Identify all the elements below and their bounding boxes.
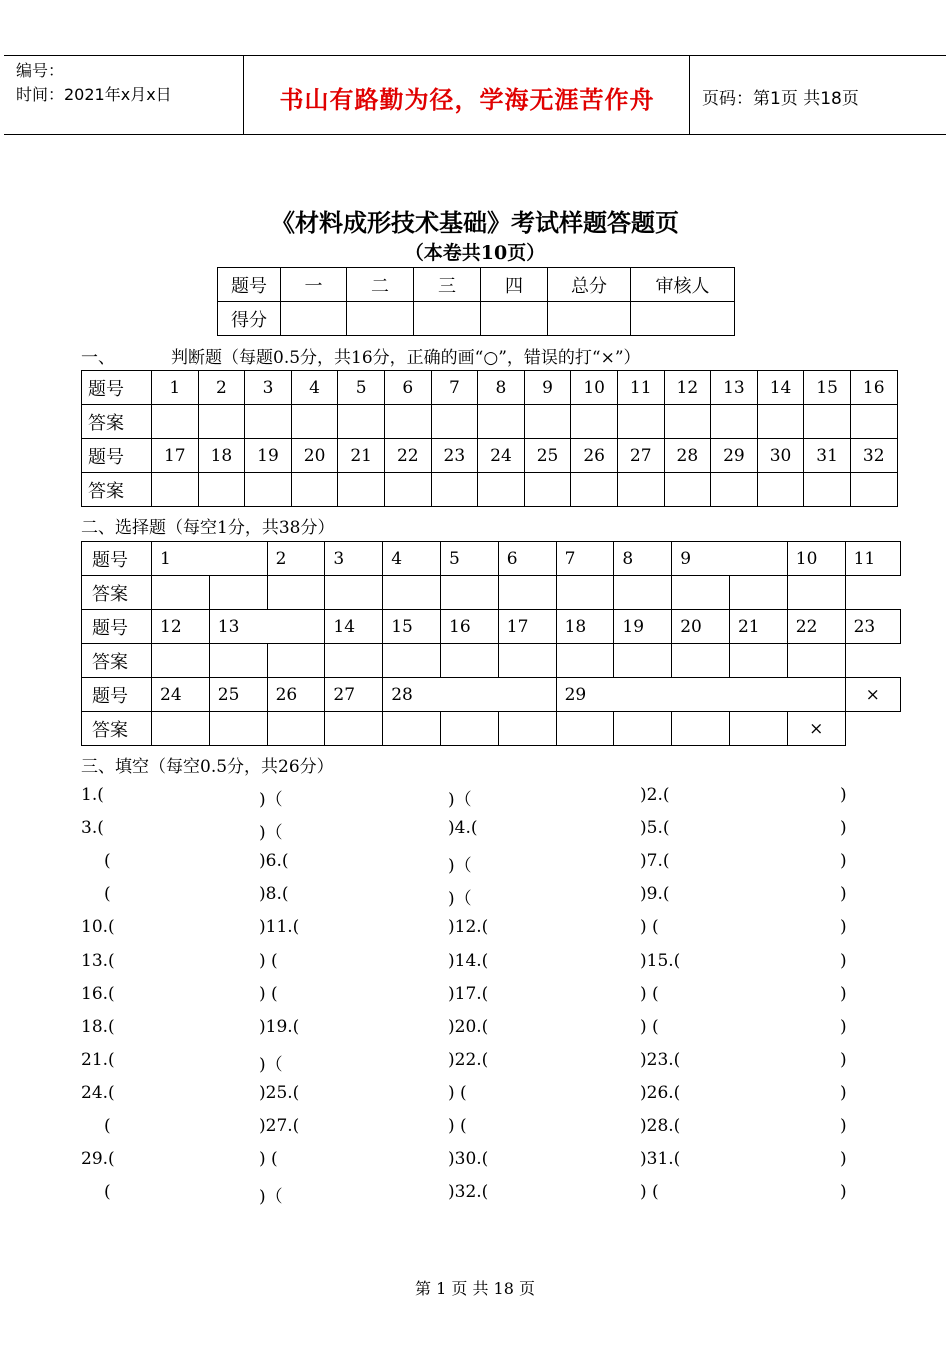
answer-cell[interactable] xyxy=(291,473,338,507)
section1-title: 判断题（每题0.5分，共16分，正确的画“○”，错误的打“×”） xyxy=(171,348,641,368)
question-number: 2 xyxy=(198,371,245,405)
answer-cell[interactable] xyxy=(729,644,787,678)
blank-marker: ) xyxy=(840,884,847,905)
answer-cell[interactable] xyxy=(664,405,711,439)
blank-marker: )8.( xyxy=(259,884,289,905)
question-number: 30 xyxy=(757,439,804,473)
answer-cell[interactable] xyxy=(384,473,431,507)
answer-cell[interactable] xyxy=(325,712,383,746)
answer-cell[interactable] xyxy=(152,712,210,746)
question-number: 28 xyxy=(664,439,711,473)
answer-cell[interactable] xyxy=(711,473,758,507)
table-row xyxy=(82,405,898,439)
answer-cell[interactable] xyxy=(338,473,385,507)
fill-in-row xyxy=(0,951,950,981)
question-number: 10 xyxy=(571,371,618,405)
blank-marker: )32.( xyxy=(448,1182,489,1203)
answer-cell[interactable] xyxy=(441,576,499,610)
blank-marker: ) xyxy=(840,1182,847,1203)
question-number: 21 xyxy=(729,610,787,644)
blank-marker: ) xyxy=(840,1116,847,1136)
question-number: 5 xyxy=(441,542,499,576)
question-number: 20 xyxy=(291,439,338,473)
cross-mark: × xyxy=(845,678,900,712)
blank-marker: )2.( xyxy=(640,785,670,805)
answer-cell[interactable] xyxy=(441,712,499,746)
answer-cell[interactable] xyxy=(672,576,730,610)
blank-marker: ) ( xyxy=(448,1082,467,1103)
blank-marker: )6.( xyxy=(259,851,289,872)
header-divider xyxy=(689,56,690,134)
blank-marker: 13.( xyxy=(81,950,115,971)
answer-cell[interactable] xyxy=(478,473,525,507)
blank-marker: 24.( xyxy=(81,1082,115,1103)
blank-marker: )17.( xyxy=(448,983,489,1004)
score-header-cell: 审核人 xyxy=(631,268,735,302)
section2-heading: 二、选择题（每空1分，共38分） xyxy=(81,518,335,538)
blank-marker: ) xyxy=(840,818,847,839)
blank-marker: ) ( xyxy=(640,1182,659,1203)
question-number: 31 xyxy=(804,439,851,473)
answer-cell[interactable] xyxy=(384,405,431,439)
score-header-cell: 一 xyxy=(281,268,347,302)
answer-cell[interactable] xyxy=(209,712,267,746)
question-number: 6 xyxy=(384,371,431,405)
answer-cell[interactable] xyxy=(245,405,292,439)
fill-in-row xyxy=(0,1017,950,1047)
answer-cell[interactable] xyxy=(291,405,338,439)
question-label: 题号 xyxy=(82,439,152,473)
page-indicator: 页码：第1页 共18页 xyxy=(702,89,859,109)
answer-cell[interactable] xyxy=(571,473,618,507)
header-meta xyxy=(16,59,172,107)
multiple-choice-table xyxy=(81,541,901,746)
answer-cell[interactable] xyxy=(711,405,758,439)
blank-marker: )15.( xyxy=(640,950,681,971)
answer-cell[interactable] xyxy=(498,576,556,610)
answer-cell[interactable] xyxy=(729,712,787,746)
question-number: 2 xyxy=(267,542,325,576)
question-number: 11 xyxy=(617,371,664,405)
answer-cell[interactable] xyxy=(556,712,614,746)
blank-marker: 10.( xyxy=(81,917,115,938)
score-cell xyxy=(281,302,347,336)
answer-cell[interactable] xyxy=(524,405,571,439)
answer-label: 答案 xyxy=(82,473,152,507)
blank-marker: 21.( xyxy=(81,1049,115,1070)
cross-mark: × xyxy=(787,712,845,746)
question-number: 12 xyxy=(664,371,711,405)
answer-cell[interactable] xyxy=(152,576,210,610)
question-number: 3 xyxy=(325,542,383,576)
question-number: 26 xyxy=(571,439,618,473)
blank-marker: )30.( xyxy=(448,1149,489,1170)
question-number: 7 xyxy=(556,542,614,576)
blank-marker: 1.( xyxy=(81,785,104,805)
question-label: 题号 xyxy=(82,610,152,644)
question-number: 18 xyxy=(556,610,614,644)
blank-marker: ) ( xyxy=(640,1016,659,1037)
answer-cell[interactable] xyxy=(325,576,383,610)
table-row xyxy=(82,610,901,644)
fill-in-row xyxy=(0,1083,950,1113)
question-number: 8 xyxy=(614,542,672,576)
blank-marker: )（ xyxy=(448,889,472,910)
table-row xyxy=(82,576,901,610)
answer-cell[interactable] xyxy=(850,405,897,439)
answer-cell[interactable] xyxy=(431,473,478,507)
blank-marker: ) xyxy=(840,917,847,938)
answer-label: 答案 xyxy=(82,644,152,678)
score-header-cell: 二 xyxy=(347,268,414,302)
question-number: 24 xyxy=(478,439,525,473)
blank-marker: )4.( xyxy=(448,818,478,839)
answer-cell[interactable] xyxy=(245,473,292,507)
table-row xyxy=(218,302,735,336)
question-number: 4 xyxy=(383,542,441,576)
question-number: 22 xyxy=(787,610,845,644)
answer-cell[interactable] xyxy=(198,473,245,507)
blank-marker: ) xyxy=(840,851,847,872)
question-number: 3 xyxy=(245,371,292,405)
fill-in-row xyxy=(0,1149,950,1179)
answer-cell[interactable] xyxy=(787,576,845,610)
question-number: 12 xyxy=(152,610,210,644)
question-number: 17 xyxy=(498,610,556,644)
question-number: 27 xyxy=(617,439,664,473)
blank-marker: )（ xyxy=(448,856,472,877)
blank-marker: ) xyxy=(840,1049,847,1070)
fill-in-row xyxy=(0,984,950,1014)
score-header-cell: 四 xyxy=(481,268,548,302)
answer-cell[interactable] xyxy=(524,473,571,507)
question-number: 13 xyxy=(209,610,325,644)
table-row xyxy=(82,712,901,746)
blank-marker: )26.( xyxy=(640,1082,681,1103)
question-number: 22 xyxy=(384,439,431,473)
answer-cell[interactable] xyxy=(209,644,267,678)
answer-cell[interactable] xyxy=(498,644,556,678)
question-number: 10 xyxy=(787,542,845,576)
blank-marker: ) ( xyxy=(259,950,278,971)
fill-in-row xyxy=(0,851,950,881)
answer-cell[interactable] xyxy=(757,405,804,439)
score-cell xyxy=(548,302,631,336)
question-number: 23 xyxy=(845,610,900,644)
table-row xyxy=(82,371,898,405)
score-header-cell: 三 xyxy=(414,268,481,302)
motto: 书山有路勤为径，学海无涯苦作舟 xyxy=(279,86,655,114)
blank-marker: )（ xyxy=(259,1054,283,1075)
answer-cell[interactable] xyxy=(729,576,787,610)
answer-cell[interactable] xyxy=(804,473,851,507)
question-label: 题号 xyxy=(82,542,152,576)
answer-label: 答案 xyxy=(82,712,152,746)
document-subtitle: （本卷共10页） xyxy=(404,242,546,264)
blank-marker: )31.( xyxy=(640,1149,681,1170)
answer-cell[interactable] xyxy=(267,644,325,678)
question-number: 1 xyxy=(152,542,268,576)
question-number: 19 xyxy=(614,610,672,644)
table-row xyxy=(218,268,735,302)
answer-label: 答案 xyxy=(82,405,152,439)
question-number: 16 xyxy=(441,610,499,644)
answer-label: 答案 xyxy=(82,576,152,610)
blank-marker: )9.( xyxy=(640,884,670,905)
question-number: 19 xyxy=(245,439,292,473)
question-number: 29 xyxy=(711,439,758,473)
score-row-label: 得分 xyxy=(218,302,281,336)
blank-marker: )20.( xyxy=(448,1016,489,1037)
question-number: 21 xyxy=(338,439,385,473)
table-row xyxy=(82,542,901,576)
question-number: 24 xyxy=(152,678,210,712)
blank-marker: )12.( xyxy=(448,917,489,938)
blank-marker: ) xyxy=(840,983,847,1004)
time-label: 时间：2021年x月x日 xyxy=(16,85,172,104)
question-label: 题号 xyxy=(82,371,152,405)
answer-cell[interactable] xyxy=(787,644,845,678)
answer-cell[interactable] xyxy=(152,644,210,678)
question-number: 25 xyxy=(209,678,267,712)
answer-cell[interactable] xyxy=(664,473,711,507)
answer-cell[interactable] xyxy=(267,576,325,610)
answer-cell[interactable] xyxy=(383,712,441,746)
document-title: 《材料成形技术基础》考试样题答题页 xyxy=(271,208,679,237)
blank-marker: )14.( xyxy=(448,950,489,971)
question-number: 20 xyxy=(672,610,730,644)
answer-cell[interactable] xyxy=(325,644,383,678)
answer-cell[interactable] xyxy=(617,405,664,439)
answer-cell[interactable] xyxy=(556,576,614,610)
answer-cell[interactable] xyxy=(431,405,478,439)
blank-marker: ) xyxy=(840,950,847,971)
answer-cell[interactable] xyxy=(614,712,672,746)
blank-marker: )23.( xyxy=(640,1049,681,1070)
blank-marker: 18.( xyxy=(81,1016,115,1037)
page-header xyxy=(4,55,946,135)
question-number: 28 xyxy=(383,678,556,712)
answer-cell[interactable] xyxy=(556,644,614,678)
answer-cell[interactable] xyxy=(571,405,618,439)
table-row xyxy=(82,678,901,712)
score-cell xyxy=(414,302,481,336)
answer-cell[interactable] xyxy=(152,405,199,439)
table-row xyxy=(82,473,898,507)
question-number: 13 xyxy=(711,371,758,405)
fill-in-row xyxy=(0,917,950,947)
score-header-cell: 题号 xyxy=(218,268,281,302)
blank-marker: ) ( xyxy=(259,983,278,1004)
blank-marker: )5.( xyxy=(640,818,670,839)
question-number: 14 xyxy=(757,371,804,405)
blank-marker: )19.( xyxy=(259,1016,300,1037)
answer-cell[interactable] xyxy=(804,405,851,439)
blank-marker: ) ( xyxy=(448,1116,467,1136)
question-number: 5 xyxy=(338,371,385,405)
answer-cell[interactable] xyxy=(209,576,267,610)
question-number: 26 xyxy=(267,678,325,712)
answer-cell[interactable] xyxy=(672,712,730,746)
question-number: 7 xyxy=(431,371,478,405)
answer-cell[interactable] xyxy=(441,644,499,678)
blank-marker: )7.( xyxy=(640,851,670,872)
blank-marker: ) ( xyxy=(640,917,659,938)
blank-marker: ( xyxy=(104,884,111,905)
question-label: 题号 xyxy=(82,678,152,712)
fill-in-row xyxy=(0,884,950,914)
question-number: 1 xyxy=(152,371,199,405)
score-table xyxy=(217,267,735,336)
blank-marker: )22.( xyxy=(448,1049,489,1070)
question-number: 27 xyxy=(325,678,383,712)
score-header-cell: 总分 xyxy=(548,268,631,302)
question-number: 18 xyxy=(198,439,245,473)
blank-marker: 29.( xyxy=(81,1149,115,1170)
question-number: 16 xyxy=(850,371,897,405)
blank-marker: )（ xyxy=(259,1187,283,1208)
question-number: 32 xyxy=(850,439,897,473)
blank-marker: )11.( xyxy=(259,917,300,938)
question-number: 15 xyxy=(804,371,851,405)
blank-marker: ) xyxy=(840,1082,847,1103)
question-number: 8 xyxy=(478,371,525,405)
section1-number: 一、 xyxy=(81,348,115,368)
section1-heading xyxy=(81,343,641,368)
question-number: 15 xyxy=(383,610,441,644)
answer-cell[interactable] xyxy=(617,473,664,507)
answer-cell[interactable] xyxy=(757,473,804,507)
answer-cell[interactable] xyxy=(478,405,525,439)
blank-marker: )27.( xyxy=(259,1116,300,1136)
section3-heading: 三、填空（每空0.5分，共26分） xyxy=(81,757,334,777)
answer-cell[interactable] xyxy=(850,473,897,507)
blank-marker: )（ xyxy=(259,823,283,844)
blank-marker: )25.( xyxy=(259,1082,300,1103)
answer-cell[interactable] xyxy=(267,712,325,746)
question-number: 9 xyxy=(672,542,788,576)
blank-marker: ) ( xyxy=(259,1149,278,1170)
blank-marker: )28.( xyxy=(640,1116,681,1136)
table-row xyxy=(82,439,898,473)
blank-marker: )（ xyxy=(259,790,283,810)
score-cell xyxy=(481,302,548,336)
answer-cell[interactable] xyxy=(383,644,441,678)
blank-marker: ) ( xyxy=(640,983,659,1004)
question-number: 29 xyxy=(556,678,845,712)
answer-cell[interactable] xyxy=(614,576,672,610)
fill-in-row xyxy=(0,1182,950,1212)
blank-marker: ( xyxy=(104,851,111,872)
score-cell xyxy=(347,302,414,336)
blank-marker: )（ xyxy=(448,790,472,810)
blank-marker: ( xyxy=(104,1182,111,1203)
fill-in-row xyxy=(0,818,950,848)
answer-cell[interactable] xyxy=(198,405,245,439)
question-number: 6 xyxy=(498,542,556,576)
answer-cell[interactable] xyxy=(152,473,199,507)
answer-cell[interactable] xyxy=(338,405,385,439)
blank-marker: 3.( xyxy=(81,818,104,839)
fill-in-row xyxy=(0,785,950,815)
blank-marker: ) xyxy=(840,1016,847,1037)
question-number: 23 xyxy=(431,439,478,473)
blank-marker: ( xyxy=(104,1116,111,1136)
question-number: 9 xyxy=(524,371,571,405)
fill-in-row xyxy=(0,1050,950,1080)
answer-cell[interactable] xyxy=(498,712,556,746)
true-false-table xyxy=(81,370,898,507)
table-row xyxy=(82,644,901,678)
answer-cell[interactable] xyxy=(383,576,441,610)
answer-cell[interactable] xyxy=(614,644,672,678)
page-footer: 第 1 页 共 18 页 xyxy=(415,1279,535,1298)
blank-marker: 16.( xyxy=(81,983,115,1004)
fill-in-row xyxy=(0,1116,950,1146)
question-number: 11 xyxy=(845,542,900,576)
score-cell xyxy=(631,302,735,336)
number-label: 编号： xyxy=(16,61,65,80)
blank-marker: ) xyxy=(840,785,847,805)
question-number: 14 xyxy=(325,610,383,644)
blank-marker: ) xyxy=(840,1149,847,1170)
question-number: 25 xyxy=(524,439,571,473)
question-number: 17 xyxy=(152,439,199,473)
answer-cell[interactable] xyxy=(672,644,730,678)
question-number: 4 xyxy=(291,371,338,405)
